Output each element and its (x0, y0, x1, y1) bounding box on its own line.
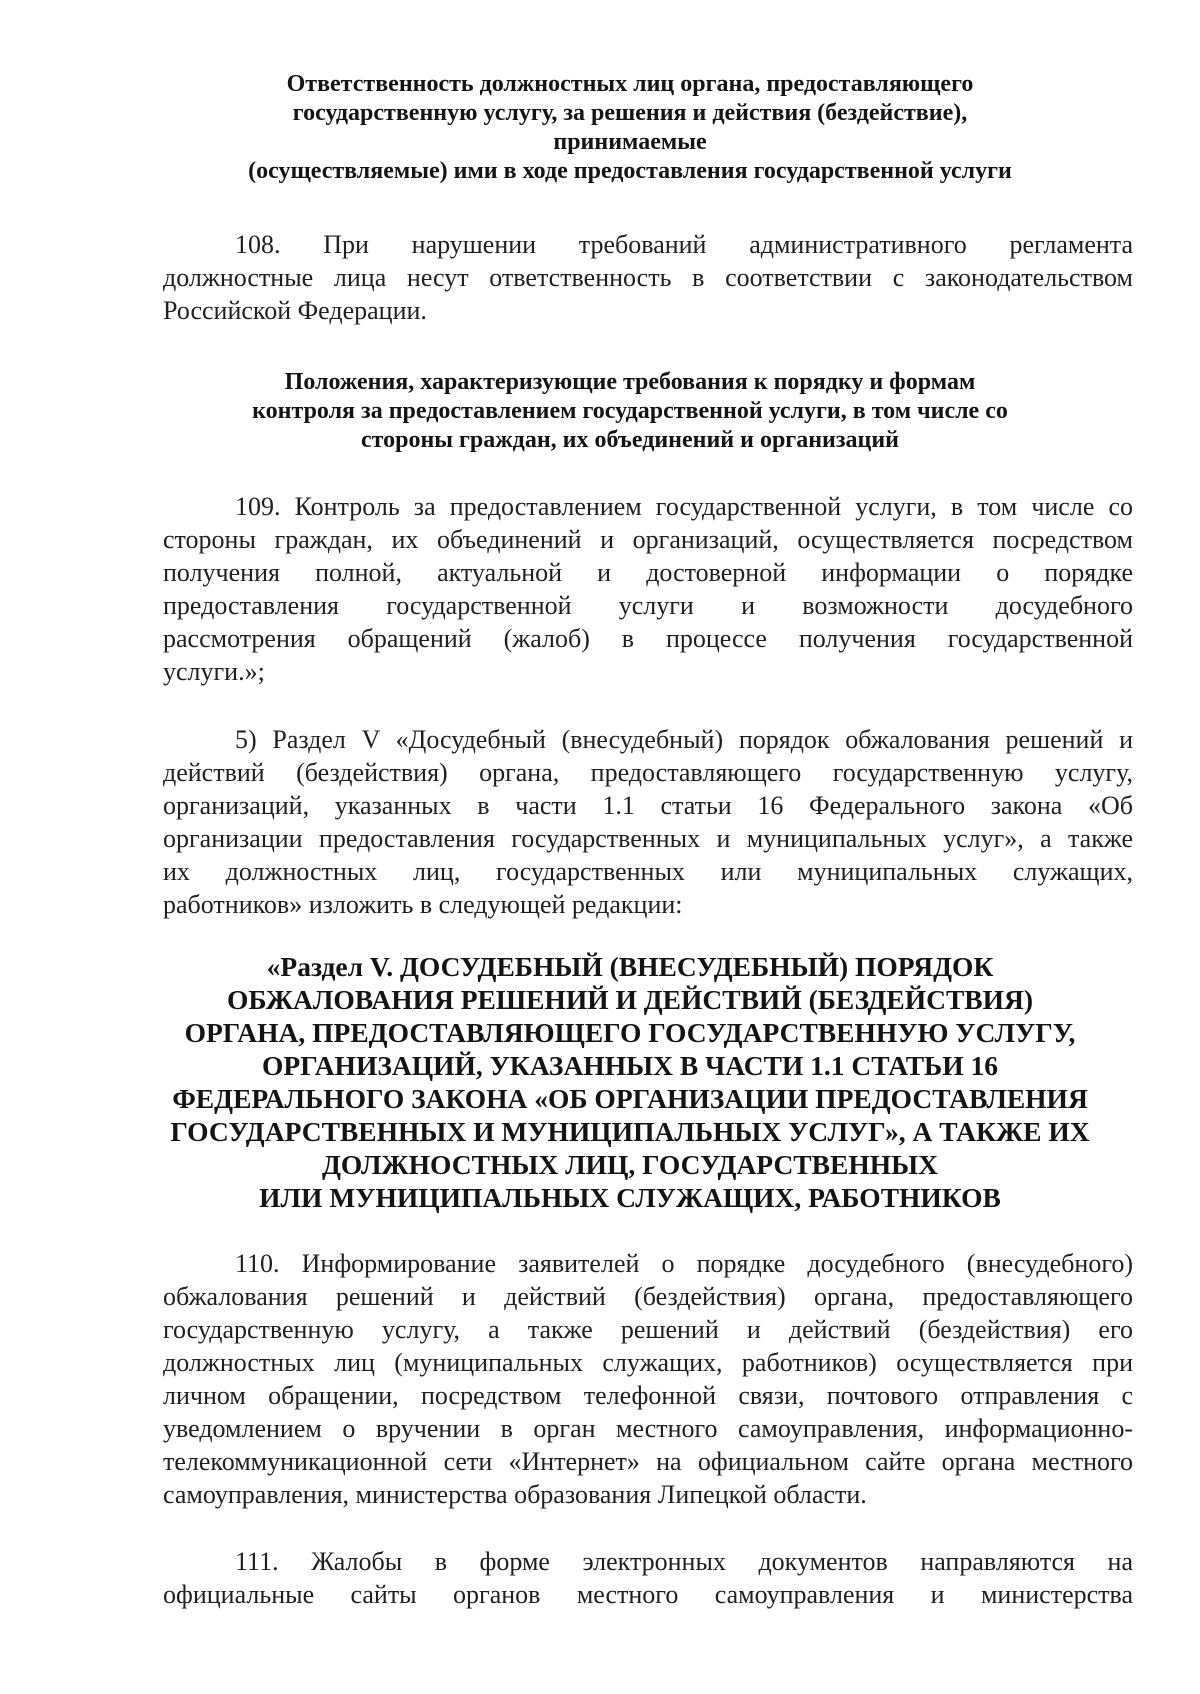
paragraph-line: стороны граждан, их объединений и организаций, осуществляется посредством (163, 525, 1133, 554)
heading-control-provisions (150, 368, 1110, 455)
heading-line: контроля за предоставлением государственной услуги, в том числе со (252, 398, 1008, 424)
heading-line: Положения, характеризующие требования к порядку и формам (284, 369, 976, 395)
paragraph-line: услуги.»; (163, 657, 265, 686)
paragraph-line: 5) Раздел V «Досудебный (внесудебный) порядок обжалования решений и (235, 725, 1133, 754)
paragraph-line: должностных лиц (муниципальных служащих, работников) осуществляется при (163, 1348, 1133, 1377)
section-heading-line: ГОСУДАРСТВЕННЫХ И МУНИЦИПАЛЬНЫХ УСЛУГ», А ТАКЖЕ ИХ (170, 1116, 1090, 1147)
paragraph-line: личном обращении, посредством телефонной связи, почтового отправления с (163, 1381, 1133, 1410)
paragraph-line: 108. При нарушении требований административного регламента (235, 230, 1133, 259)
section-heading-line: ФЕДЕРАЛЬНОГО ЗАКОНА «ОБ ОРГАНИЗАЦИИ ПРЕДОСТАВЛЕНИЯ (172, 1083, 1088, 1114)
section-heading-line: ИЛИ МУНИЦИПАЛЬНЫХ СЛУЖАЩИХ, РАБОТНИКОВ (259, 1182, 1001, 1213)
paragraph-line: уведомлением о вручении в орган местного самоуправления, информационно- (163, 1414, 1133, 1443)
heading-responsibility (150, 70, 1110, 186)
paragraph-line: организации предоставления государственных и муниципальных услуг», а также (163, 824, 1133, 853)
heading-line: стороны граждан, их объединений и организаций (360, 427, 899, 453)
paragraph-line: официальные сайты органов местного самоуправления и министерства (163, 1580, 1133, 1609)
paragraph-line: обжалования решений и действий (бездействия) органа, предоставляющего (163, 1282, 1133, 1311)
paragraph-109 (163, 490, 1133, 688)
paragraph-line: 110. Информирование заявителей о порядке досудебного (внесудебного) (235, 1249, 1133, 1278)
paragraph-line: Российской Федерации. (163, 296, 427, 325)
section-v-heading (150, 950, 1110, 1214)
section-heading-line: ОБЖАЛОВАНИЯ РЕШЕНИЙ И ДЕЙСТВИЙ (БЕЗДЕЙСТВИЯ) (226, 984, 1034, 1015)
paragraph-line: их должностных лиц, государственных или муниципальных служащих, (163, 857, 1133, 886)
heading-line: государственную услугу, за решения и действия (бездействие), (292, 100, 968, 126)
paragraph-line: рассмотрения обращений (жалоб) в процессе получения государственной (163, 624, 1133, 653)
paragraph-111 (163, 1545, 1133, 1611)
heading-line: принимаемые (553, 129, 707, 155)
paragraph-line: государственную услугу, а также решений и действий (бездействия) его (163, 1315, 1133, 1344)
paragraph-line: организаций, указанных в части 1.1 статьи 16 Федерального закона «Об (163, 791, 1133, 820)
paragraph-line: 111. Жалобы в форме электронных документов направляются на (235, 1547, 1133, 1576)
paragraph-110 (163, 1247, 1133, 1511)
section-heading-line: ДОЛЖНОСТНЫХ ЛИЦ, ГОСУДАРСТВЕННЫХ (322, 1149, 938, 1180)
section-heading-line: ОРГАНА, ПРЕДОСТАВЛЯЮЩЕГО ГОСУДАРСТВЕННУЮ УСЛУГУ, (184, 1017, 1076, 1048)
paragraph-line: 109. Контроль за предоставлением государственной услуги, в том числе со (235, 492, 1133, 521)
paragraph-5 (163, 723, 1133, 921)
paragraph-line: получения полной, актуальной и достоверной информации о порядке (163, 558, 1133, 587)
paragraph-line: телекоммуникационной сети «Интернет» на официальном сайте органа местного (163, 1447, 1133, 1476)
paragraph-line: самоуправления, министерства образования Липецкой области. (163, 1480, 867, 1509)
paragraph-108 (163, 228, 1133, 327)
paragraph-line: действий (бездействия) органа, предоставляющего государственную услугу, (163, 758, 1133, 787)
heading-line: Ответственность должностных лиц органа, предоставляющего (286, 71, 974, 97)
section-heading-line: «Раздел V. ДОСУДЕБНЫЙ (ВНЕСУДЕБНЫЙ) ПОРЯДОК (266, 951, 994, 982)
paragraph-line: должностные лица несут ответственность в соответствии с законодательством (163, 263, 1133, 292)
paragraph-line: предоставления государственной услуги и возможности досудебного (163, 591, 1133, 620)
paragraph-line: работников» изложить в следующей редакции: (163, 890, 683, 919)
heading-line: (осуществляемые) ими в ходе предоставления государственной услуги (248, 158, 1012, 184)
section-heading-line: ОРГАНИЗАЦИЙ, УКАЗАННЫХ В ЧАСТИ 1.1 СТАТЬИ 16 (262, 1050, 998, 1081)
